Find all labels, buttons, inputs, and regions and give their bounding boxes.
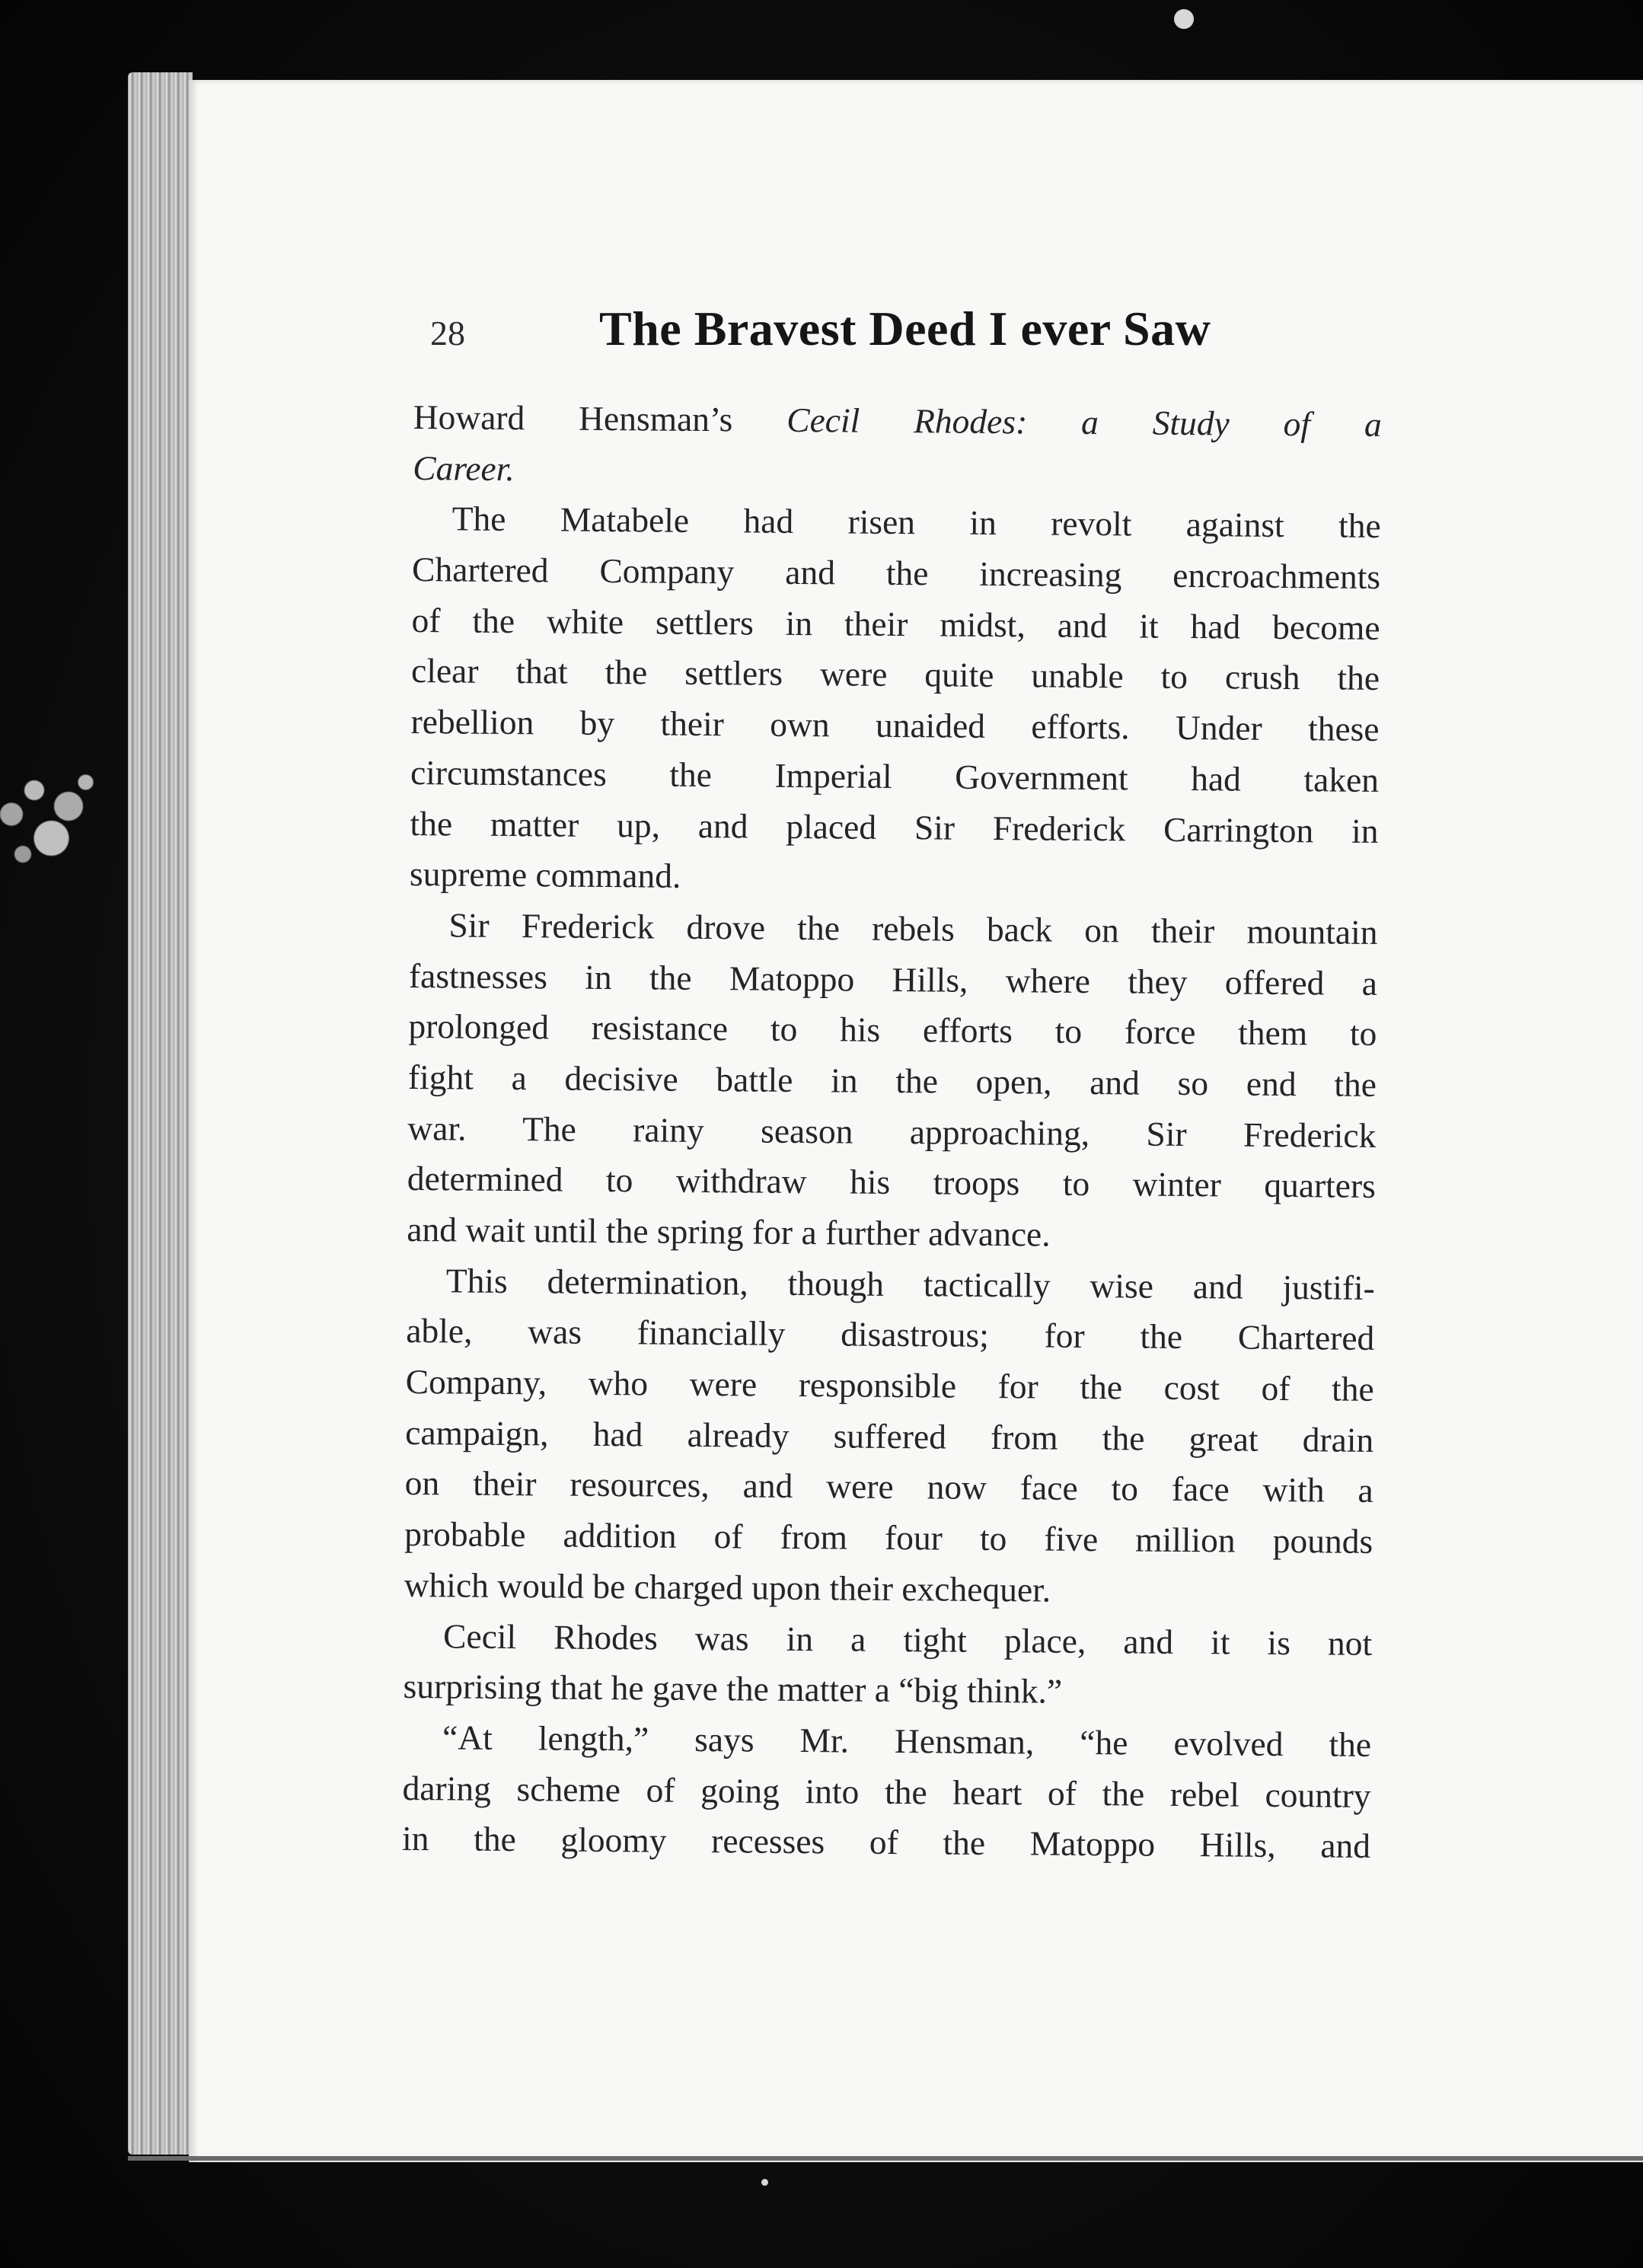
text-line: of the white settlers in their midst, and it had become: [411, 600, 1380, 647]
text-line: circumstances the Imperial Government had taken: [410, 752, 1380, 799]
text-line: war. The rainy season approaching, Sir Frederick: [407, 1108, 1377, 1155]
text-line: This determination, though tactically wise and justifi-: [445, 1261, 1376, 1307]
text-line: Sir Frederick drove the rebels back on their mountain: [448, 905, 1378, 952]
text-line: able, was financially disastrous; for the Chartered: [406, 1311, 1375, 1358]
page-number: 28: [430, 314, 465, 352]
text-line: Company, who were responsible for the cost of the: [405, 1362, 1374, 1409]
text-line: on their resources, and were now face to face with a: [404, 1463, 1373, 1510]
dust-speck: [1174, 9, 1194, 29]
text-line: supreme command.: [409, 854, 681, 895]
text-line: surprising that he gave the matter a “big think.”: [403, 1667, 1063, 1711]
text-line: clear that the settlers were quite unable to crush the: [410, 651, 1380, 698]
text-line: campaign, had already suffered from the great drain: [405, 1412, 1374, 1459]
book-page-edges: [128, 72, 193, 2155]
page-bottom-edge: [128, 2156, 1643, 2161]
text-line: rebellion by their own unaided efforts. Under these: [410, 702, 1380, 749]
text-line: the matter up, and placed Sir Frederick Carrington in: [410, 803, 1379, 850]
running-header: [430, 301, 1450, 384]
text-line: Chartered Company and the increasing encroachments: [411, 550, 1381, 597]
text-line: The Matabele had risen in revolt against the: [451, 499, 1381, 546]
text-line: in the gloomy recesses of the Matoppo Hills, and: [401, 1819, 1371, 1866]
dust-speck: [761, 2179, 768, 2186]
text-line: fastnesses in the Matoppo Hills, where they offered a: [408, 955, 1378, 1003]
text-line: which would be charged upon their exchequer.: [404, 1565, 1051, 1609]
text-line: “At length,” says Mr. Hensman, “he evolved the: [442, 1718, 1372, 1764]
text-line: and wait until the spring for a further advance.: [407, 1209, 1051, 1254]
text-line: probable addition of from four to five million pounds: [404, 1514, 1373, 1561]
text-line: fight a decisive battle in the open, and so end the: [407, 1057, 1377, 1104]
text-line: Career.: [413, 448, 515, 488]
text-line: Howard Hensman’s Cecil Rhodes: a Study of a: [413, 397, 1382, 444]
page-heading: The Bravest Deed I ever Saw: [599, 301, 1211, 356]
scan-smudge: [0, 742, 114, 902]
text-line: daring scheme of going into the heart of the rebel country: [402, 1768, 1371, 1815]
text-line: determined to withdraw his troops to winter quarters: [407, 1159, 1377, 1206]
text-line: prolonged resistance to his efforts to force them to: [408, 1006, 1377, 1054]
body-text: [402, 392, 1382, 1872]
text-line: Cecil Rhodes was in a tight place, and it is not: [442, 1616, 1373, 1663]
